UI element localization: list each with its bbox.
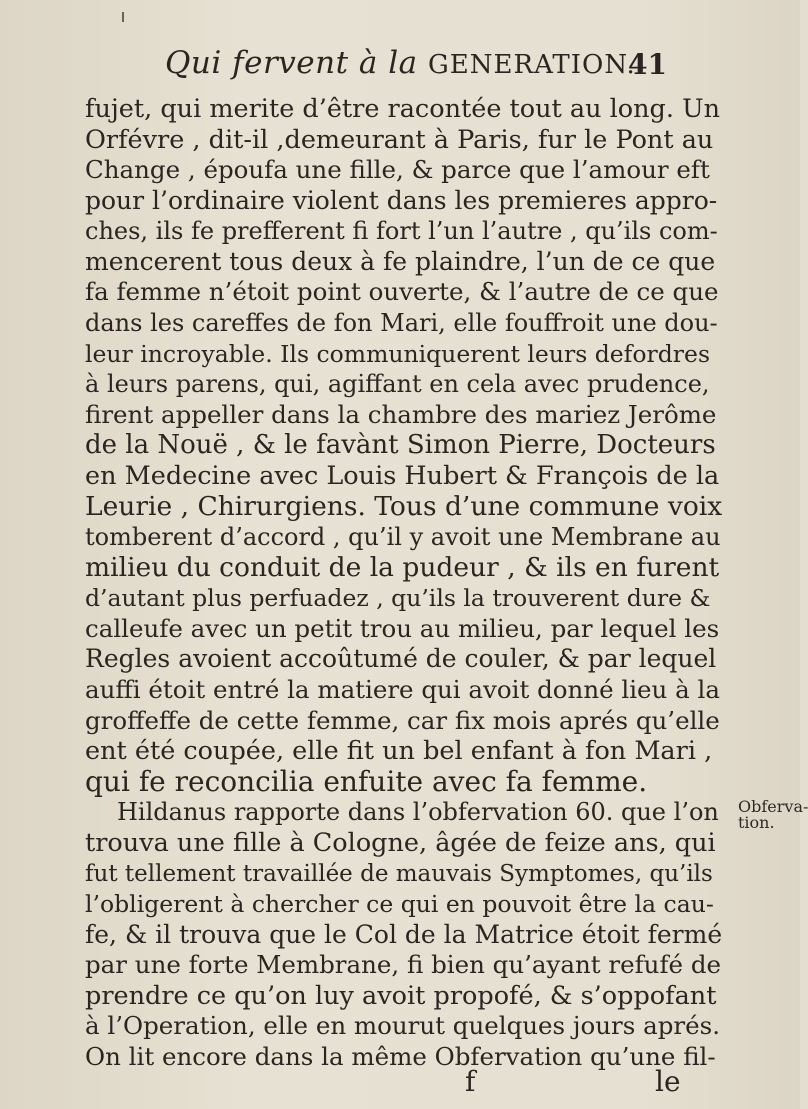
text-line: Hildanus rapporte dans l’obfervation 60. que l’on [117,798,719,826]
text-line: mencerent tous deux à fe plaindre, l’un de ce que [85,247,716,276]
text-line: firent appeller dans la chambre des mariez Jerôme [85,400,717,429]
running-head [165,45,636,81]
text-line: leur incroyable. Ils communiquerent leurs defordres [85,340,711,368]
text-line: d’autant plus perfuadez , qu’ils la trouverent dure & [85,584,711,612]
text-line: à l’Operation, elle en mourut quelques jours aprés. [85,1011,720,1040]
margin-note-line: Obferva- [738,797,808,816]
text-line: fujet, qui merite d’être racontée tout au long. Un [85,94,721,124]
signature-mark: f [465,1065,476,1098]
text-line: dans les careffes de fon Mari, elle fouffroit une dou- [85,309,718,337]
running-head-caps: GENERATION. [428,50,636,80]
text-line: groffeffe de cette femme, car fix mois aprés qu’elle [85,706,720,735]
text-line: Orfévre , dit-il ,demeurant à Paris, fur le Pont au [85,125,714,155]
text-line: Regles avoient accoûtumé de couler, & par lequel [85,644,717,673]
text-line: fa femme n’étoit point ouverte, & l’autre de ce que [85,277,719,306]
text-line: prendre ce qu’on luy avoit propofé, & s’oppofant [85,981,717,1011]
text-line: On lit encore dans la même Obfervation qu’une fil- [85,1042,716,1071]
text-line: Change , époufa une fille, & parce que l’amour eft [85,155,710,184]
text-line: qui fe reconcilia enfuite avec fa femme. [85,765,648,798]
text-line: trouva une fille à Cologne, âgée de feize ans, qui [85,828,716,858]
text-line: milieu du conduit de la pudeur , & ils en furent [85,552,720,583]
margin-note-line: tion. [738,813,775,832]
text-line: Leurie , Chirurgiens. Tous d’une commune voix [85,491,723,522]
text-line: par une forte Membrane, fi bien qu’ayant refufé de [85,950,721,979]
text-line: fe, & il trouva que le Col de la Matrice étoit fermé [85,920,723,949]
text-line: fut tellement travaillée de mauvais Symptomes, qu’ils [85,861,713,887]
text-line: à leurs parens, qui, agiffant en cela avec prudence, [85,370,710,398]
text-line: ches, ils fe prefferent fi fort l’un l’autre , qu’ils com- [85,217,718,245]
text-line: en Medecine avec Louis Hubert & François de la [85,461,720,491]
text-line: de la Nouë , & le favànt Simon Pierre, Docteurs [85,430,716,460]
text-line: l’obligerent à chercher ce qui en pouvoit être la cau- [85,890,714,918]
page-mark [122,12,124,22]
catchword: le [655,1065,681,1098]
margin-note [738,799,808,831]
text-line: calleufe avec un petit trou au milieu, par lequel les [85,614,720,643]
text-line: auffi étoit entré la matiere qui avoit donné lieu à la [85,675,720,704]
text-line: ent été coupée, elle fit un bel enfant à fon Mari , [85,736,713,766]
text-line: tomberent d’accord , qu’il y avoit une Membrane au [85,523,721,551]
running-head-italic: Qui fervent à la [165,45,418,81]
page-number: 41 [628,48,667,81]
text-line: pour l’ordinaire violent dans les premieres appro- [85,186,718,215]
